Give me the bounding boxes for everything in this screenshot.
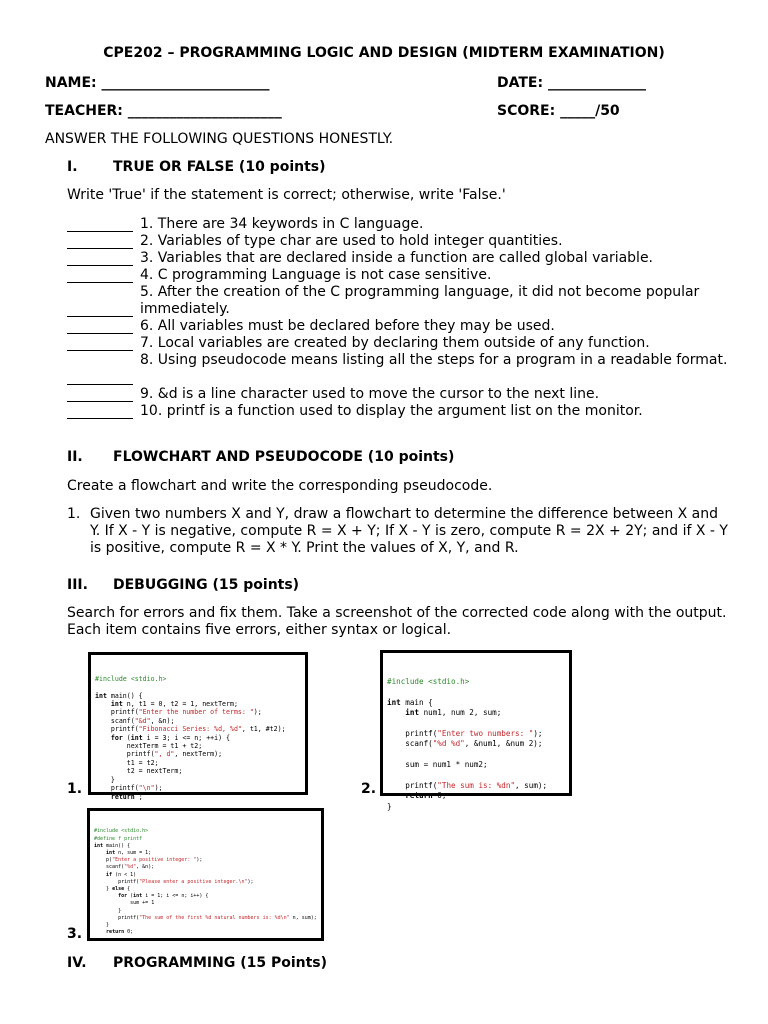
- code-line: int main() {: [94, 842, 131, 849]
- code-screenshot-1: [88, 652, 308, 801]
- code-line: sum += 1: [94, 900, 155, 907]
- question-item: 4. C programming Language is not case sensitive.: [140, 267, 492, 283]
- code-line: #include <stdio.h>: [94, 828, 149, 835]
- answer-blank[interactable]: [67, 350, 133, 351]
- code-line: printf("Enter the number of terms: ");: [95, 708, 262, 717]
- answer-blank[interactable]: [67, 401, 133, 402]
- code-line: [387, 750, 565, 760]
- code-line: }: [387, 801, 392, 811]
- code-line: nextTerm = t1 + t2;: [95, 742, 203, 751]
- answer-blank[interactable]: [67, 333, 133, 334]
- general-instruction: ANSWER THE FOLLOWING QUESTIONS HONESTLY.: [45, 131, 394, 147]
- question-item: 8. Using pseudocode means listing all the steps for a program in a readable format.: [140, 352, 728, 368]
- section3-title: DEBUGGING (15 points): [113, 577, 300, 593]
- score-field: SCORE: _____/50: [497, 103, 620, 119]
- code-line: printf("\n");: [95, 784, 163, 793]
- question-item: 2. Variables of type char are used to hold integer quantities.: [140, 233, 563, 249]
- answer-blank[interactable]: [67, 316, 133, 317]
- question-item: 9. &d is a line character used to move the cursor to the next line.: [140, 386, 600, 402]
- code-block-3: [90, 825, 321, 939]
- code-line: printf("Fibonacci Series: %d, %d", t1, #t2);: [95, 725, 286, 734]
- section2-directions: Create a flowchart and write the corresponding pseudocode.: [67, 478, 493, 494]
- code-line: sum = num1 * num2;: [387, 760, 488, 770]
- code-line: }: [94, 907, 122, 914]
- section2-item-number: 1.: [67, 506, 81, 522]
- answer-blank[interactable]: [67, 231, 133, 232]
- code-line: printf("Enter two numbers: ");: [387, 728, 543, 738]
- code-line: [387, 718, 565, 728]
- code-line: t1 = t2;: [95, 758, 159, 767]
- code-line: }: [94, 922, 110, 929]
- code-line: for (int i = 1; i <= n; i++) {: [118, 893, 209, 900]
- section1-directions: Write 'True' if the statement is correct; otherwise, write 'False.': [67, 187, 506, 203]
- code-line: [387, 687, 565, 697]
- code-block-1: [91, 672, 305, 804]
- code-line: #include <stdio.h>: [95, 674, 167, 683]
- question-item: 7. Local variables are created by declaring them outside of any function.: [140, 335, 650, 351]
- code-line: [387, 770, 565, 780]
- code-line: t2 = nextTerm;: [95, 767, 183, 776]
- answer-blank[interactable]: [67, 282, 133, 283]
- section1-numeral: I.: [67, 159, 78, 175]
- code-line: }: [95, 775, 115, 784]
- code-line: printf(", d", nextTerm);: [95, 750, 223, 759]
- question-item: 10. printf is a function used to display the argument list on the monitor.: [140, 403, 643, 419]
- section2-title: FLOWCHART AND PSEUDOCODE (10 points): [113, 449, 455, 465]
- debug-label-2: 2.: [361, 781, 377, 797]
- code-line: scanf("&d", &n);: [95, 716, 175, 725]
- answer-blank[interactable]: [67, 384, 133, 385]
- teacher-field: TEACHER: ______________________: [45, 103, 282, 119]
- answer-blank[interactable]: [67, 265, 133, 266]
- code-line: int n, t1 = 0, t2 = 1, nextTerm;: [110, 700, 238, 709]
- code-screenshot-3: [87, 808, 324, 941]
- code-line: int n, sum = 1;: [106, 850, 152, 857]
- code-line: return ;: [110, 792, 143, 801]
- section3-directions: Search for errors and fix them. Take a screenshot of the corrected code along with the output. Each item contains five errors, either syntax or logical.: [67, 605, 727, 638]
- code-line: } else {: [94, 886, 131, 893]
- code-screenshot-2: [380, 650, 572, 811]
- section4-numeral: IV.: [67, 955, 87, 971]
- debug-label-1: 1.: [67, 781, 83, 797]
- date-field: DATE: ______________: [497, 75, 646, 91]
- question-item: 5. After the creation of the C programming language, it did not become popular immediately.: [140, 284, 700, 317]
- section4-title: PROGRAMMING (15 Points): [113, 955, 328, 971]
- question-item: 1. There are 34 keywords in C language.: [140, 216, 424, 232]
- code-line: int main() {: [95, 691, 143, 700]
- code-line: #define f printf: [94, 835, 143, 842]
- answer-blank[interactable]: [67, 418, 133, 419]
- code-line: printf("Please enter a positive integer.\n");: [94, 878, 254, 885]
- code-line: int main {: [387, 697, 433, 707]
- exam-title: CPE202 – PROGRAMMING LOGIC AND DESIGN (MIDTERM EXAMINATION): [103, 45, 665, 61]
- name-field: NAME: ________________________: [45, 75, 270, 91]
- code-block-2: [383, 674, 569, 815]
- question-item: 3. Variables that are declared inside a function are called global variable.: [140, 250, 654, 266]
- section3-numeral: III.: [67, 577, 88, 593]
- answer-blank[interactable]: [67, 248, 133, 249]
- question-item: 6. All variables must be declared before they may be used.: [140, 318, 555, 334]
- code-line: [95, 683, 301, 691]
- section2-numeral: II.: [67, 449, 83, 465]
- debug-label-3: 3.: [67, 926, 83, 942]
- code-line: if (n < 1): [106, 871, 137, 878]
- code-line: #include <stdio.h>: [387, 676, 470, 686]
- section2-item-text: Given two numbers X and Y, draw a flowchart to determine the difference between X and Y. If X - Y is negative, compute R = X + Y; If X - Y is zero, compute R = 2X + 2Y; and if X - Y is positive, compute R = X * Y. Print the values of X, Y, and R.: [90, 506, 728, 556]
- code-line: scanf("%d %d", &num1, &num 2);: [387, 739, 543, 749]
- code-line: return 0;: [106, 929, 134, 936]
- code-line: printf("The sum of the first %d natural numbers is: %d\n" n, sum);: [94, 914, 317, 921]
- section1-title: TRUE OR FALSE (10 points): [113, 159, 326, 175]
- code-line: printf("The sum is: %dn", sum);: [387, 780, 548, 790]
- code-line: scanf("%d", &n);: [94, 864, 155, 871]
- code-line: int num1, num 2, sum;: [405, 708, 502, 718]
- code-line: return 0;: [405, 791, 447, 801]
- code-line: p("Enter a positive integer: ");: [94, 857, 203, 864]
- code-line: for (int i = 3; i <= n; ++i) {: [110, 733, 231, 742]
